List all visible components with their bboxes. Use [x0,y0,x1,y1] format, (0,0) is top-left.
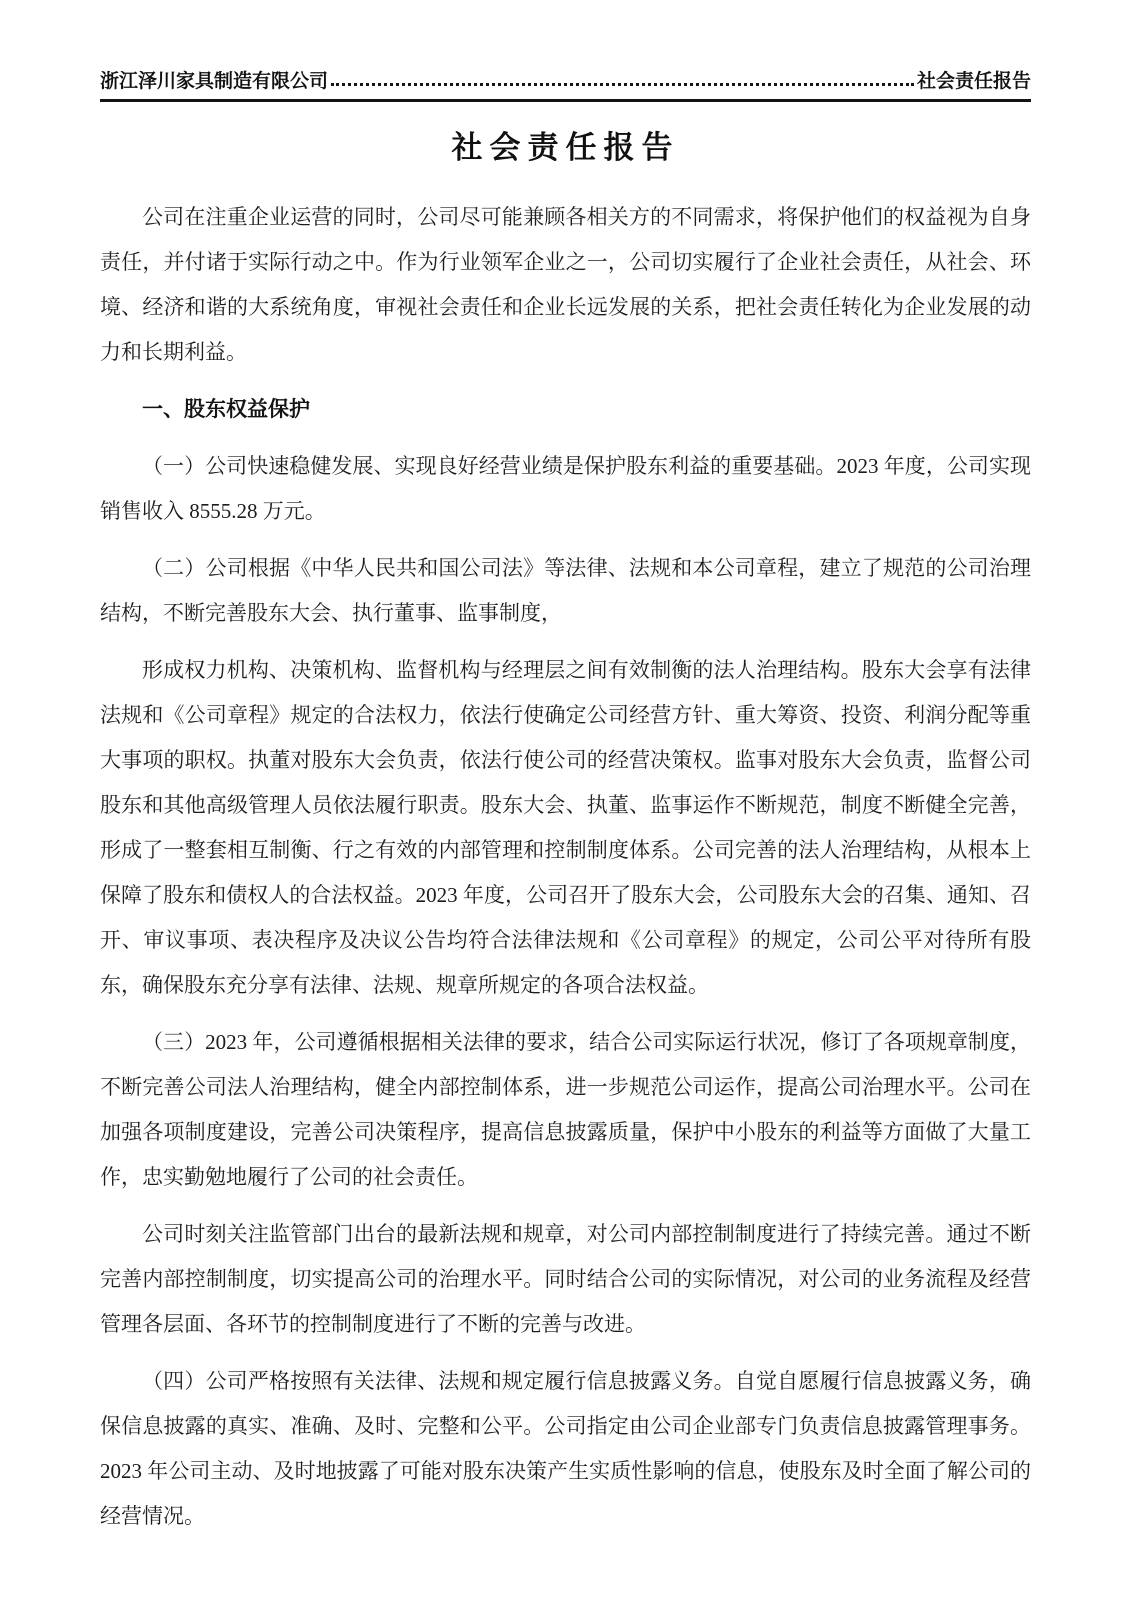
paragraph-item-3: （三）2023 年，公司遵循根据相关法律的要求，结合公司实际运行状况，修订了各项规章制度，不断完善公司法人治理结构，健全内部控制体系，进一步规范公司运作，提高公司治理水平。公司在加强各项制度建设，完善公司决策程序，提高信息披露质量，保护中小股东的利益等方面做了大量工作，忠实勤勉地履行了公司的社会责任。 [100,1030,1031,1189]
header-report-label: 社会责任报告 [916,71,1031,92]
paragraph-item-2: （二）公司根据《中华人民共和国公司法》等法律、法规和本公司章程，建立了规范的公司治理结构，不断完善股东大会、执行董事、监事制度， [100,556,1031,625]
paragraph-intro: 公司在注重企业运营的同时，公司尽可能兼顾各相关方的不同需求，将保护他们的权益视为自身责任，并付诸于实际行动之中。作为行业领军企业之一，公司切实履行了企业社会责任，从社会、环境、经济和谐的大系统角度，审视社会责任和企业长远发展的关系，把社会责任转化为企业发展的动力和长期利益。 [100,205,1031,364]
dot-leader [331,83,914,86]
paragraph-item-4: （四）公司严格按照有关法律、法规和规定履行信息披露义务。自觉自愿履行信息披露义务，确保信息披露的真实、准确、及时、完整和公平。公司指定由公司企业部专门负责信息披露管理事务。2023 年公司主动、及时地披露了可能对股东决策产生实质性影响的信息，使股东及时全面了解公司的经营情况。 [100,1369,1031,1528]
page-header [100,0,1031,102]
paragraph-governance: 形成权力机构、决策机构、监督机构与经理层之间有效制衡的法人治理结构。股东大会享有法律法规和《公司章程》规定的合法权力，依法行使确定公司经营方针、重大筹资、投资、利润分配等重大事项的职权。执董对股东大会负责，依法行使公司的经营决策权。监事对股东大会负责，监督公司股东和其他高级管理人员依法履行职责。股东大会、执董、监事运作不断规范，制度不断健全完善，形成了一整套相互制衡、行之有效的内部管理和控制制度体系。公司完善的法人治理结构，从根本上保障了股东和债权人的合法权益。2023 年度，公司召开了股东大会，公司股东大会的召集、通知、召开、审议事项、表决程序及决议公告均符合法律法规和《公司章程》的规定，公司公平对待所有股东，确保股东充分享有法律、法规、规章所规定的各项合法权益。 [100,658,1031,997]
section-heading-shareholder-rights: 一、股东权益保护 [142,397,310,421]
paragraph-item-1: （一）公司快速稳健发展、实现良好经营业绩是保护股东利益的重要基础。2023 年度，公司实现销售收入 8555.28 万元。 [100,454,1031,523]
page-title: 社会责任报告 [451,130,680,165]
header-company-name: 浙江泽川家具制造有限公司 [100,71,329,92]
document-body [100,195,1031,1539]
paragraph-internal-control: 公司时刻关注监管部门出台的最新法规和规章，对公司内部控制制度进行了持续完善。通过不断完善内部控制制度，切实提高公司的治理水平。同时结合公司的实际情况，对公司的业务流程及经营管理各层面、各环节的控制制度进行了不断的完善与改进。 [100,1222,1031,1336]
